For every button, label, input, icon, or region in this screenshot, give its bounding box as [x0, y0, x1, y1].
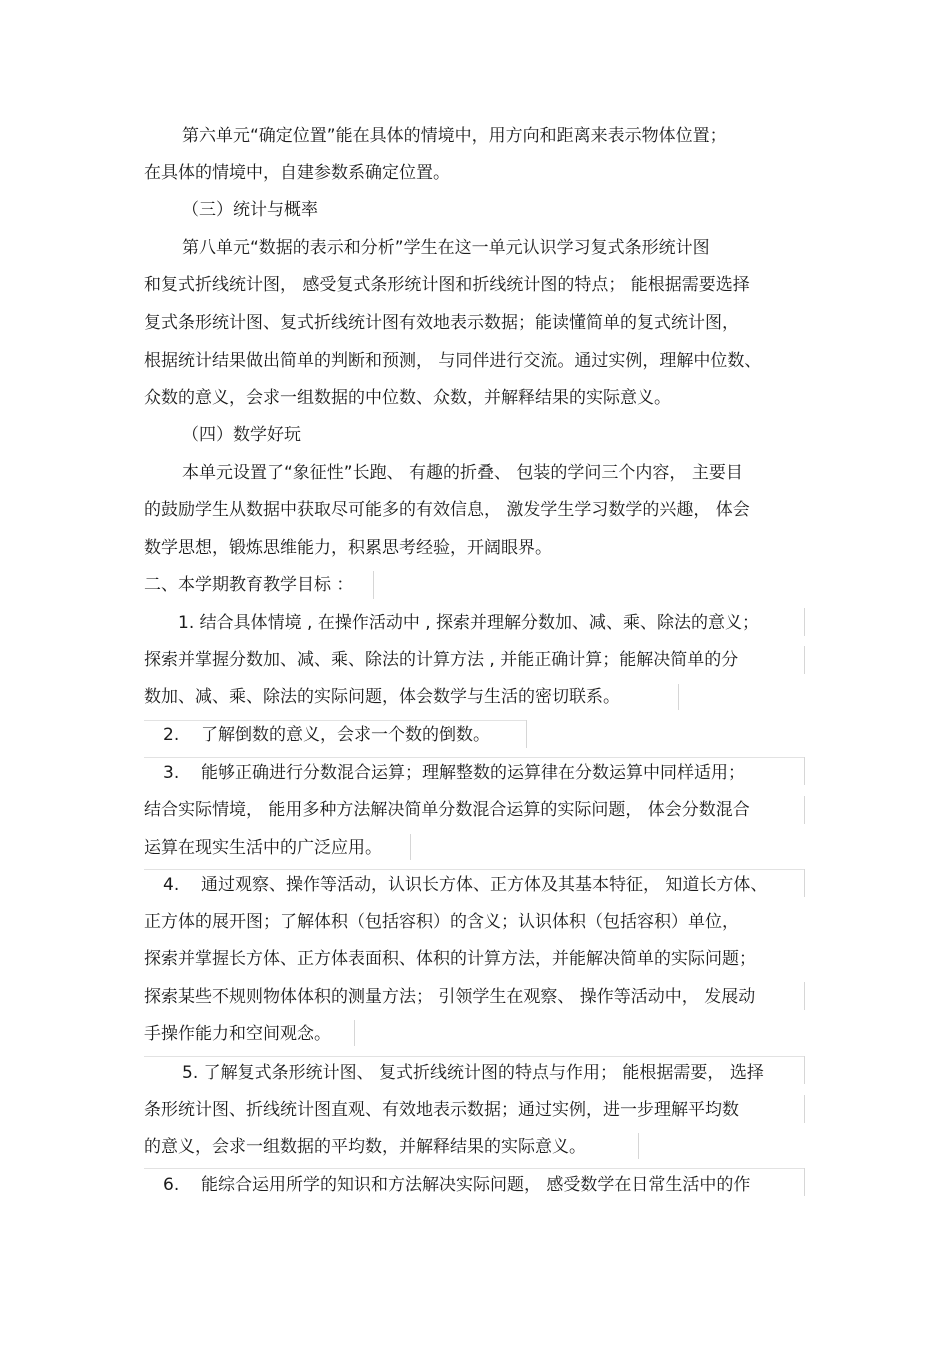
section8-line3: 复式条形统计图、复式折线统计图有效地表示数据；能读懂简单的复式统计图，: [144, 313, 739, 333]
goal3-line1: 能够正确进行分数混合运算；理解整数的运算律在分数运算中同样适用；: [201, 763, 745, 783]
fun-line2: 的鼓励学生从数据中获取尽可能多的有效信息， 激发学生学习数学的兴趣， 体会: [144, 500, 750, 520]
goal4-line5: 手操作能力和空间观念。: [144, 1024, 331, 1044]
fun-line1: 本单元设置了“象征性”长跑、 有趣的折叠、 包装的学问三个内容， 主要目: [182, 463, 743, 483]
table-border: [144, 1056, 804, 1057]
goal2-line1: 了解倒数的意义，会求一个数的倒数。: [201, 725, 490, 745]
table-border: [804, 646, 805, 674]
section6-line2: 在具体的情境中，自建参数系确定位置。: [144, 163, 450, 183]
goal4-line4: 探索某些不规则物体体积的测量方法； 引领学生在观察、 操作等活动中， 发展动: [144, 987, 756, 1007]
heading-goals: 二、本学期教育教学目标 ：: [144, 575, 354, 595]
goal1-line2: 探索并掌握分数加、减、乘、除法的计算方法 , 并能正确计算；能解决简单的分: [144, 650, 739, 670]
section8-line5: 众数的意义，会求一组数据的中位数、众数，并解释结果的实际意义。: [144, 388, 671, 408]
section8-line1: 第八单元“数据的表示和分析”学生在这一单元认识学习复式条形统计图: [182, 238, 710, 258]
goal4-line1: 通过观察、操作等活动，认识长方体、正方体及其基本特征， 知道长方体、: [201, 875, 768, 895]
goal3-line3: 运算在现实生活中的广泛应用。: [144, 838, 382, 858]
table-border: [410, 834, 411, 860]
table-border: [804, 1056, 805, 1084]
goal5-line1: 5. 了解复式条形统计图、 复式折线统计图的特点与作用； 能根据需要， 选择: [182, 1063, 764, 1083]
table-border: [804, 796, 805, 824]
table-border: [804, 1095, 805, 1123]
table-border: [638, 1133, 639, 1159]
goal4-line3: 探索并掌握长方体、正方体表面积、体积的计算方法，并能解决简单的实际问题；: [144, 949, 756, 969]
table-border: [804, 1168, 805, 1196]
table-border: [144, 757, 804, 758]
table-border: [804, 757, 805, 785]
goal3-line2: 结合实际情境， 能用多种方法解决简单分数混合运算的实际问题， 体会分数混合: [144, 800, 750, 820]
table-border: [526, 720, 527, 748]
goal4-number: 4.: [163, 875, 180, 895]
goal6-line1: 能综合运用所学的知识和方法解决实际问题， 感受数学在日常生活中的作: [201, 1175, 751, 1195]
heading-statistics: （三）统计与概率: [182, 200, 318, 220]
goal5-line3: 的意义，会求一组数据的平均数，并解释结果的实际意义。: [144, 1137, 586, 1157]
table-border: [144, 720, 526, 721]
goal3-number: 3.: [163, 763, 180, 783]
section8-line4: 根据统计结果做出简单的判断和预测， 与同伴进行交流。通过实例，理解中位数、: [144, 351, 762, 371]
table-border: [144, 869, 804, 870]
goal5-line2: 条形统计图、折线统计图直观、有效地表示数据；通过实例，进一步理解平均数: [144, 1100, 739, 1120]
goal1-line3: 数加、减、乘、除法的实际问题，体会数学与生活的密切联系。: [144, 687, 620, 707]
table-border: [354, 1020, 355, 1046]
goal4-line2: 正方体的展开图；了解体积（包括容积）的含义；认识体积（包括容积）单位，: [144, 912, 739, 932]
table-border: [373, 571, 374, 599]
table-border: [804, 869, 805, 897]
fun-line3: 数学思想，锻炼思维能力，积累思考经验，开阔眼界。: [144, 538, 552, 558]
table-border: [144, 1168, 804, 1169]
section6-line1: 第六单元“确定位置”能在具体的情境中，用方向和距离来表示物体位置；: [182, 126, 727, 146]
table-border: [678, 684, 679, 710]
table-border: [804, 982, 805, 1010]
goal2-number: 2.: [163, 725, 180, 745]
table-border: [804, 608, 805, 636]
heading-math-fun: （四）数学好玩: [182, 425, 301, 445]
goal1-line1: 1. 结合具体情境 , 在操作活动中 , 探索并理解分数加、减、乘、除法的意义；: [178, 613, 760, 633]
goal6-number: 6.: [163, 1175, 180, 1195]
section8-line2: 和复式折线统计图， 感受复式条形统计图和折线统计图的特点； 能根据需要选择: [144, 275, 750, 295]
